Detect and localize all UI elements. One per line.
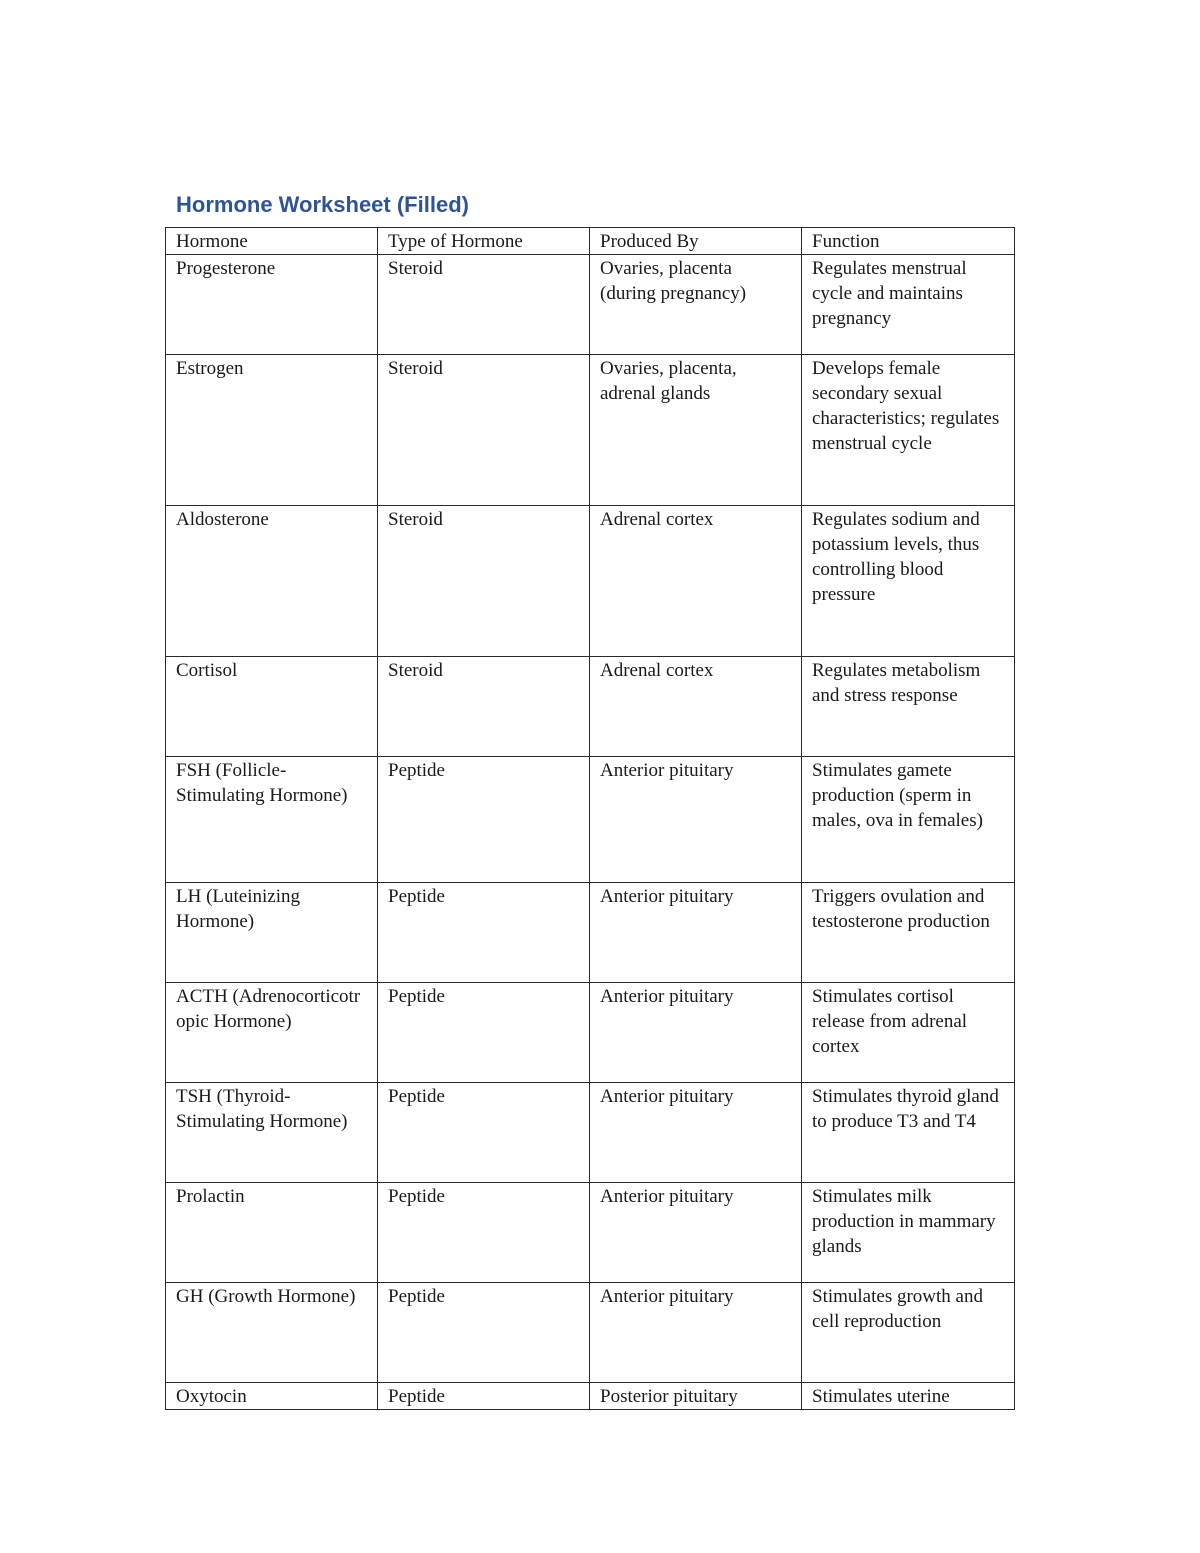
- column-header-produced-by: Produced By: [590, 228, 802, 255]
- table-row: [166, 883, 1015, 983]
- type-cell: Peptide: [378, 1383, 590, 1410]
- function-cell: Regulates menstrual cycle and maintains pregnancy: [802, 255, 1015, 355]
- type-cell: Steroid: [378, 506, 590, 657]
- type-cell: Steroid: [378, 355, 590, 506]
- hormone-cell: GH (Growth Hormone): [166, 1283, 378, 1383]
- produced-by-cell: Posterior pituitary: [590, 1383, 802, 1410]
- type-cell: Steroid: [378, 255, 590, 355]
- type-cell: Steroid: [378, 657, 590, 757]
- function-cell: Regulates sodium and potassium levels, thus controlling blood pressure: [802, 506, 1015, 657]
- type-cell: Peptide: [378, 1183, 590, 1283]
- produced-by-cell: Anterior pituitary: [590, 883, 802, 983]
- hormone-cell: Prolactin: [166, 1183, 378, 1283]
- hormone-table: [165, 227, 1015, 1410]
- produced-by-cell: Ovaries, placenta (during pregnancy): [590, 255, 802, 355]
- table-header: [166, 228, 1015, 255]
- type-cell: Peptide: [378, 983, 590, 1083]
- produced-by-cell: Anterior pituitary: [590, 1083, 802, 1183]
- hormone-cell: TSH (Thyroid-Stimulating Hormone): [166, 1083, 378, 1183]
- function-cell: Stimulates growth and cell reproduction: [802, 1283, 1015, 1383]
- column-header-hormone: Hormone: [166, 228, 378, 255]
- hormone-cell: LH (Luteinizing Hormone): [166, 883, 378, 983]
- hormone-cell: Estrogen: [166, 355, 378, 506]
- produced-by-cell: Ovaries, placenta, adrenal glands: [590, 355, 802, 506]
- produced-by-cell: Adrenal cortex: [590, 506, 802, 657]
- table-row: [166, 983, 1015, 1083]
- table-row: [166, 1283, 1015, 1383]
- table-row: [166, 1083, 1015, 1183]
- produced-by-cell: Anterior pituitary: [590, 757, 802, 883]
- hormone-cell: Progesterone: [166, 255, 378, 355]
- function-cell: Stimulates gamete production (sperm in males, ova in females): [802, 757, 1015, 883]
- document-title: Hormone Worksheet (Filled): [176, 192, 469, 217]
- header-row: [166, 228, 1015, 255]
- produced-by-cell: Adrenal cortex: [590, 657, 802, 757]
- table-row: [166, 1383, 1015, 1410]
- function-cell: Stimulates milk production in mammary glands: [802, 1183, 1015, 1283]
- hormone-cell: FSH (Follicle-Stimulating Hormone): [166, 757, 378, 883]
- hormone-cell: Oxytocin: [166, 1383, 378, 1410]
- function-cell: Develops female secondary sexual characteristics; regulates menstrual cycle: [802, 355, 1015, 506]
- table-row: [166, 255, 1015, 355]
- hormone-cell: ACTH (Adrenocorticotropic Hormone): [166, 983, 378, 1083]
- type-cell: Peptide: [378, 757, 590, 883]
- table-body: [166, 255, 1015, 1410]
- type-cell: Peptide: [378, 1283, 590, 1383]
- function-cell: Stimulates cortisol release from adrenal cortex: [802, 983, 1015, 1083]
- type-cell: Peptide: [378, 883, 590, 983]
- table-row: [166, 757, 1015, 883]
- produced-by-cell: Anterior pituitary: [590, 1183, 802, 1283]
- produced-by-cell: Anterior pituitary: [590, 983, 802, 1083]
- type-cell: Peptide: [378, 1083, 590, 1183]
- table-row: [166, 506, 1015, 657]
- table-row: [166, 355, 1015, 506]
- function-cell: Triggers ovulation and testosterone production: [802, 883, 1015, 983]
- hormone-cell: Cortisol: [166, 657, 378, 757]
- function-cell: Regulates metabolism and stress response: [802, 657, 1015, 757]
- function-cell: Stimulates uterine: [802, 1383, 1015, 1410]
- table-row: [166, 1183, 1015, 1283]
- hormone-cell: Aldosterone: [166, 506, 378, 657]
- produced-by-cell: Anterior pituitary: [590, 1283, 802, 1383]
- column-header-type: Type of Hormone: [378, 228, 590, 255]
- column-header-function: Function: [802, 228, 1015, 255]
- function-cell: Stimulates thyroid gland to produce T3 and T4: [802, 1083, 1015, 1183]
- table-row: [166, 657, 1015, 757]
